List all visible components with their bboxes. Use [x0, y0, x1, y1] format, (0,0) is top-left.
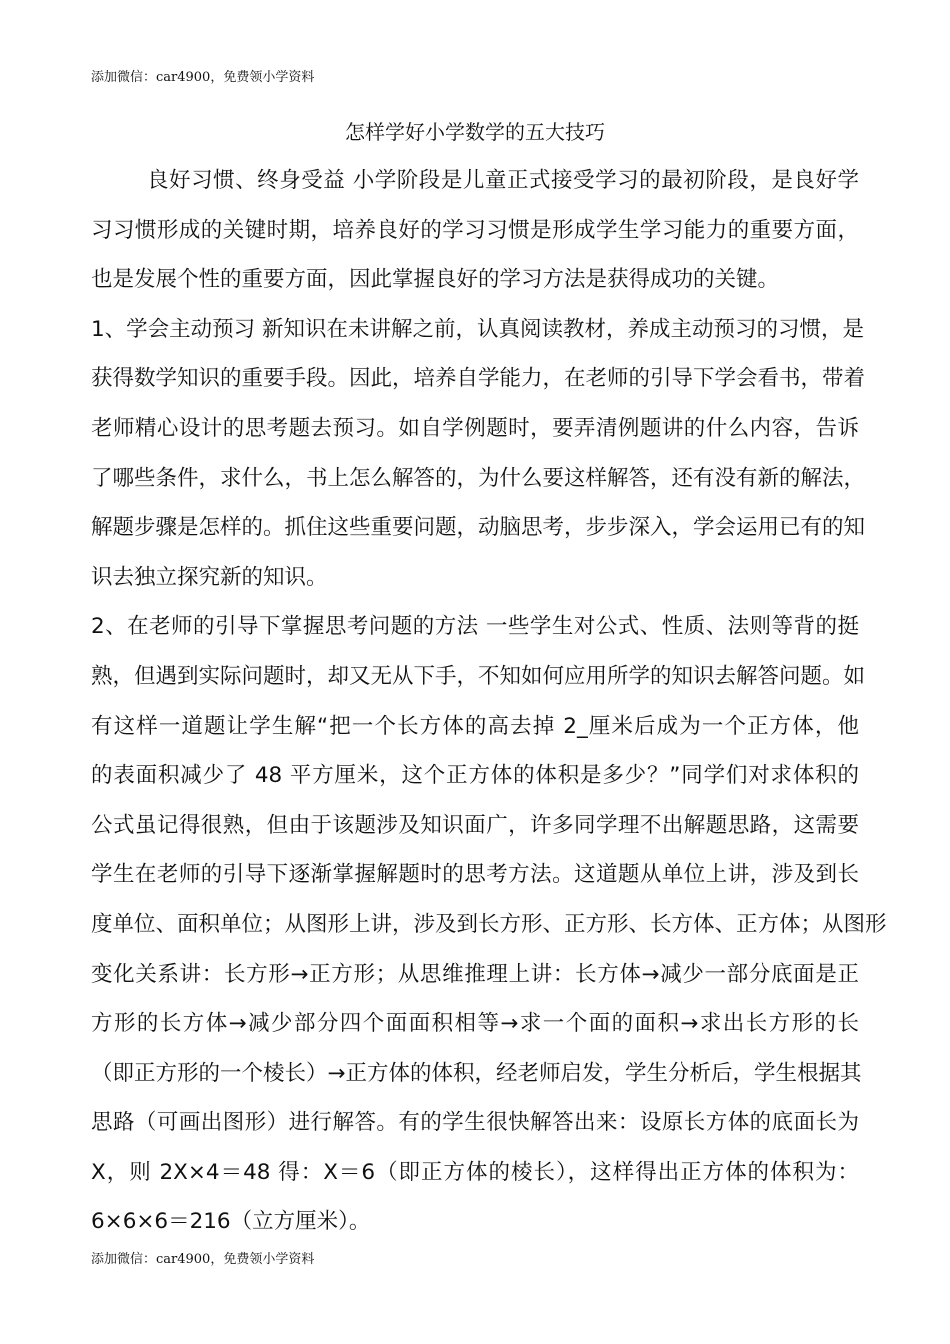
paragraph-line: 方形的长方体→减少部分四个面面积相等→求一个面的面积→求出长方形的长 [91, 1011, 859, 1037]
paragraph-line: 1、学会主动预习 新知识在未讲解之前，认真阅读教材，养成主动预习的习惯，是 [91, 316, 865, 342]
paragraph-line: 熟，但遇到实际问题时，却又无从下手，不知如何应用所学的知识去解答问题。如 [91, 663, 866, 689]
paragraph-line: 6×6×6＝216（立方厘米）。 [91, 1209, 371, 1235]
paragraph-line: 学生在老师的引导下逐渐掌握解题时的思考方法。这道题从单位上讲，涉及到长 [91, 862, 859, 888]
paragraph-line: 习习惯形成的关键时期，培养良好的学习习惯是形成学生学习能力的重要方面， [91, 217, 859, 243]
paragraph-line: 老师精心设计的思考题去预习。如自学例题时，要弄清例题讲的什么内容，告诉 [91, 415, 859, 441]
footer-watermark-note: 添加微信：car4900，免费领小学资料 [91, 1252, 315, 1267]
paragraph-line: 也是发展个性的重要方面，因此掌握良好的学习方法是获得成功的关键。 [91, 267, 780, 293]
paragraph-line: X，则 2X×4＝48 得：X＝6（即正方体的棱长），这样得出正方体的体积为： [91, 1159, 859, 1185]
paragraph-line: 了哪些条件，求什么，书上怎么解答的，为什么要这样解答，还有没有新的解法， [91, 465, 866, 491]
paragraph-line: 2、在老师的引导下掌握思考问题的方法 一些学生对公式、性质、法则等背的挺 [91, 614, 859, 640]
paragraph-line: 变化关系讲：长方形→正方形；从思维推理上讲：长方体→减少一部分底面是正 [91, 961, 859, 987]
paragraph-line: （即正方形的一个棱长）→正方体的体积，经老师启发，学生分析后，学生根据其 [91, 1060, 862, 1086]
header-watermark-note: 添加微信：car4900，免费领小学资料 [91, 70, 315, 85]
paragraph-line: 公式虽记得很熟，但由于该题涉及知识面广，许多同学理不出解题思路，这需要 [91, 812, 859, 838]
body-text [91, 156, 887, 1247]
document-title: 怎样学好小学数学的五大技巧 [345, 120, 605, 144]
paragraph-line: 思路（可画出图形）进行解答。有的学生很快解答出来：设原长方体的底面长为 [91, 1110, 859, 1136]
paragraph-line: 良好习惯、终身受益 小学阶段是儿童正式接受学习的最初阶段，是良好学 [147, 168, 859, 193]
paragraph-line: 的表面积减少了 48 平方厘米，这个正方体的体积是多少？”同学们对求体积的 [91, 763, 859, 789]
paragraph-line: 度单位、面积单位；从图形上讲，涉及到长方形、正方形、长方体、正方体；从图形 [91, 911, 887, 937]
paragraph-line: 识去独立探究新的知识。 [91, 564, 328, 590]
paragraph-line: 有这样一道题让学生解“把一个长方体的高去掉 2_厘米后成为一个正方体，他 [91, 713, 859, 739]
paragraph-line: 获得数学知识的重要手段。因此，培养自学能力，在老师的引导下学会看书，带着 [91, 366, 866, 392]
paragraph-line: 解题步骤是怎样的。抓住这些重要问题，动脑思考，步步深入，学会运用已有的知 [91, 515, 866, 541]
